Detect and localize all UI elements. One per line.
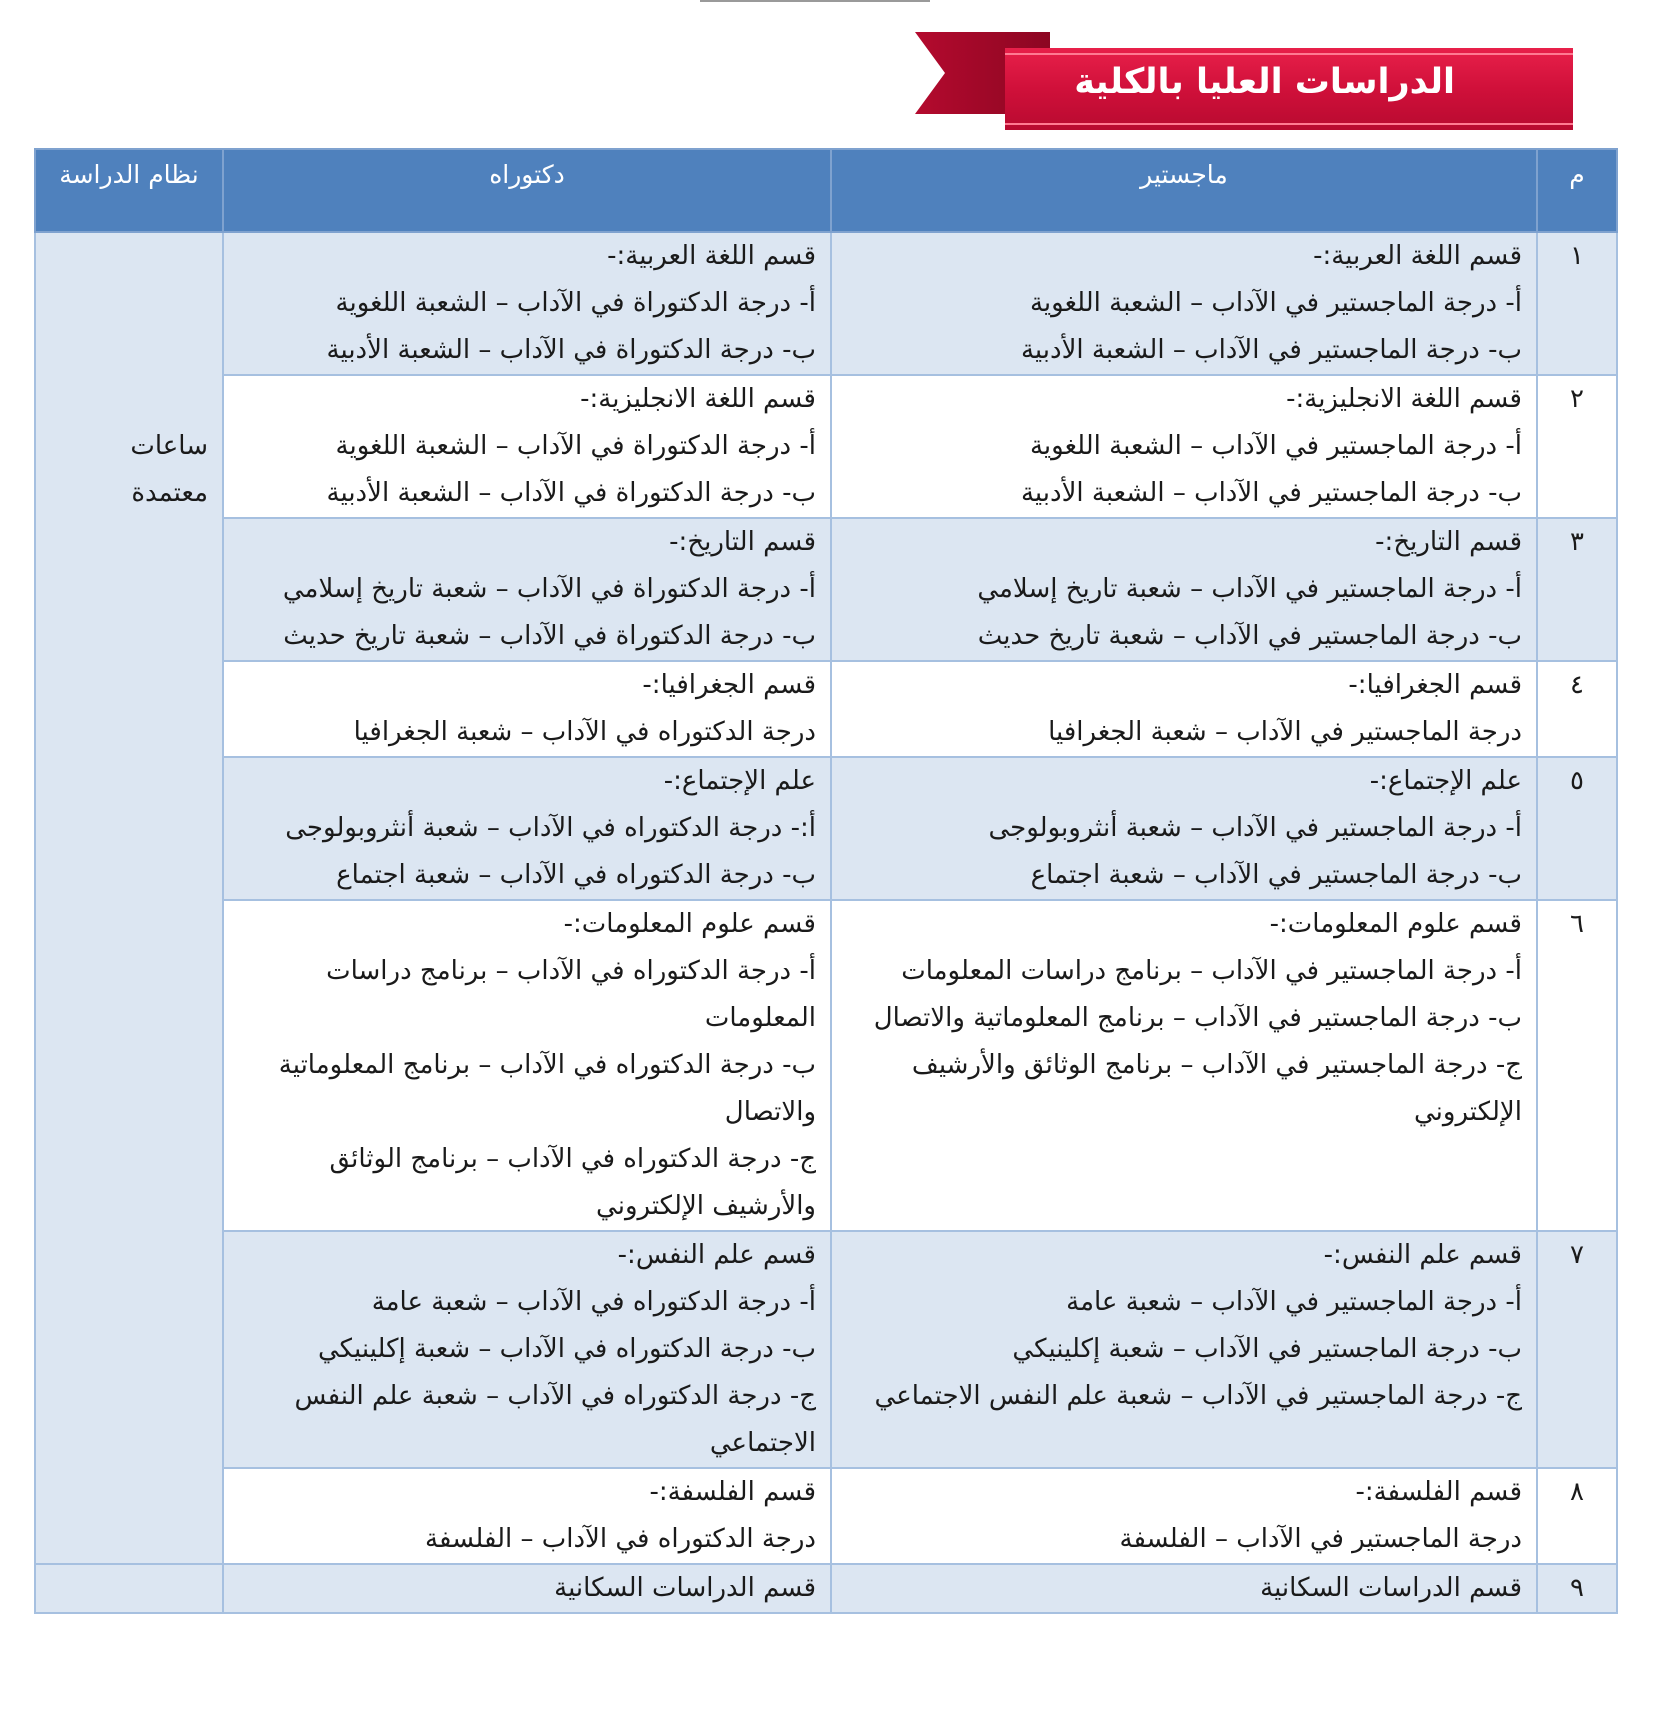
- phd-line: قسم اللغة الانجليزية:-: [580, 384, 816, 414]
- banner-title: الدراسات العليا بالكلية: [1074, 62, 1455, 102]
- masters-cell: [831, 661, 1537, 757]
- phd-line: درجة الدكتوراه في الآداب – الفلسفة: [425, 1524, 816, 1554]
- masters-line: قسم التاريخ:-: [1375, 527, 1522, 557]
- masters-line: ب- درجة الماجستير في الآداب – الشعبة الأدبية: [1020, 335, 1522, 365]
- table-header-row: [35, 149, 1617, 232]
- phd-line: ب- درجة الدكتوراه في الآداب – شعبة إكلينيكي: [317, 1334, 816, 1364]
- table-row: [35, 518, 1617, 661]
- masters-cell: [831, 518, 1537, 661]
- masters-line: أ- درجة الماجستير في الآداب – برنامج دراسات المعلومات: [901, 956, 1522, 986]
- phd-line: قسم اللغة العربية:-: [607, 241, 816, 271]
- masters-line: ب- درجة الماجستير في الآداب – برنامج المعلوماتية والاتصال: [873, 1003, 1522, 1033]
- table-row: [35, 1231, 1617, 1468]
- top-divider-line: [700, 0, 930, 2]
- table-row: [35, 900, 1617, 1231]
- phd-line: أ- درجة الدكتوراة في الآداب – شعبة تاريخ إسلامي: [282, 574, 816, 604]
- study-system-cell: ساعات معتمدة: [35, 232, 223, 1564]
- table-row: [35, 232, 1617, 375]
- masters-line: ب- درجة الماجستير في الآداب – شعبة تاريخ حديث: [977, 621, 1522, 651]
- row-number: ٨: [1537, 1468, 1617, 1564]
- masters-line: ب- درجة الماجستير في الآداب – الشعبة الأدبية: [1020, 478, 1522, 508]
- phd-line: ب- درجة الدكتوراه في الآداب – شعبة اجتماع: [336, 860, 816, 890]
- header-num: م: [1537, 149, 1617, 232]
- table-row: [35, 1468, 1617, 1564]
- row-number: ٢: [1537, 375, 1617, 518]
- phd-line: علم الإجتماع:-: [663, 766, 816, 796]
- phd-line: ب- درجة الدكتوراة في الآداب – الشعبة الأدبية: [326, 335, 816, 365]
- phd-line: قسم التاريخ:-: [669, 527, 816, 557]
- phd-cell: [223, 375, 831, 518]
- masters-cell: [831, 1231, 1537, 1468]
- phd-cell: [223, 757, 831, 900]
- masters-line: ج- درجة الماجستير في الآداب – برنامج الوثائق والأرشيف الإلكتروني: [911, 1050, 1522, 1127]
- masters-line: ب- درجة الماجستير في الآداب – شعبة إكلينيكي: [1012, 1334, 1522, 1364]
- masters-line: ج- درجة الماجستير في الآداب – شعبة علم النفس الاجتماعي: [874, 1381, 1522, 1411]
- masters-line: قسم الجغرافيا:-: [1348, 670, 1522, 700]
- phd-line: ج- درجة الدكتوراه في الآداب – شعبة علم النفس الاجتماعي: [294, 1381, 816, 1458]
- masters-cell: [831, 232, 1537, 375]
- masters-line: أ- درجة الماجستير في الآداب – الشعبة اللغوية: [1029, 288, 1522, 318]
- masters-line: درجة الماجستير في الآداب – الفلسفة: [1119, 1524, 1522, 1554]
- phd-line: أ- درجة الدكتوراه في الآداب – شعبة عامة: [371, 1287, 816, 1317]
- phd-cell: [223, 518, 831, 661]
- row-number: ٤: [1537, 661, 1617, 757]
- masters-cell: [831, 1564, 1537, 1613]
- header-phd: دكتوراه: [223, 149, 831, 232]
- masters-line: قسم علم النفس:-: [1323, 1240, 1522, 1270]
- graduate-studies-table: [36, 148, 1618, 1614]
- masters-line: قسم الفلسفة:-: [1355, 1477, 1522, 1507]
- masters-cell: [831, 1468, 1537, 1564]
- masters-line: أ- درجة الماجستير في الآداب – شعبة أنثروبولوجى: [988, 813, 1522, 843]
- masters-line: أ- درجة الماجستير في الآداب – شعبة عامة: [1066, 1287, 1522, 1317]
- phd-cell: [223, 1564, 831, 1613]
- phd-line: قسم الفلسفة:-: [649, 1477, 816, 1507]
- phd-cell: [223, 900, 831, 1231]
- masters-line: قسم الدراسات السكانية: [1260, 1573, 1522, 1603]
- phd-line: أ- درجة الدكتوراه في الآداب – برنامج دراسات المعلومات: [326, 956, 816, 1033]
- phd-line: أ:- درجة الدكتوراه في الآداب – شعبة أنثروبولوجى: [285, 813, 816, 843]
- phd-line: ب- درجة الدكتوراة في الآداب – شعبة تاريخ حديث: [283, 621, 816, 651]
- phd-line: قسم الدراسات السكانية: [554, 1573, 816, 1603]
- row-number: ٧: [1537, 1231, 1617, 1468]
- phd-line: درجة الدكتوراه في الآداب – شعبة الجغرافيا: [353, 717, 816, 747]
- phd-cell: [223, 661, 831, 757]
- phd-cell: [223, 1468, 831, 1564]
- table-body: [35, 232, 1617, 1613]
- header-system: نظام الدراسة: [35, 149, 223, 232]
- title-banner: [915, 30, 1575, 130]
- masters-line: قسم اللغة الانجليزية:-: [1286, 384, 1522, 414]
- masters-line: درجة الماجستير في الآداب – شعبة الجغرافيا: [1048, 717, 1522, 747]
- phd-line: قسم الجغرافيا:-: [642, 670, 816, 700]
- masters-line: أ- درجة الماجستير في الآداب – شعبة تاريخ إسلامي: [977, 574, 1522, 604]
- phd-cell: [223, 232, 831, 375]
- phd-line: أ- درجة الدكتوراة في الآداب – الشعبة اللغوية: [335, 431, 816, 461]
- phd-line: ب- درجة الدكتوراه في الآداب – برنامج المعلوماتية والاتصال: [278, 1050, 816, 1127]
- masters-cell: [831, 757, 1537, 900]
- programs-table: [34, 148, 1618, 1614]
- phd-line: قسم علم النفس:-: [617, 1240, 816, 1270]
- masters-line: علم الإجتماع:-: [1369, 766, 1522, 796]
- masters-line: أ- درجة الماجستير في الآداب – الشعبة اللغوية: [1029, 431, 1522, 461]
- masters-cell: [831, 900, 1537, 1231]
- row-number: ١: [1537, 232, 1617, 375]
- row-number: ٦: [1537, 900, 1617, 1231]
- table-row: [35, 661, 1617, 757]
- phd-line: أ- درجة الدكتوراة في الآداب – الشعبة اللغوية: [335, 288, 816, 318]
- masters-cell: [831, 375, 1537, 518]
- phd-cell: [223, 1231, 831, 1468]
- row-number: ٩: [1537, 1564, 1617, 1613]
- phd-line: قسم علوم المعلومات:-: [563, 909, 816, 939]
- row-number: ٥: [1537, 757, 1617, 900]
- phd-line: ج- درجة الدكتوراه في الآداب – برنامج الوثائق والأرشيف الإلكتروني: [329, 1144, 816, 1221]
- phd-line: ب- درجة الدكتوراة في الآداب – الشعبة الأدبية: [326, 478, 816, 508]
- table-row: [35, 375, 1617, 518]
- masters-line: قسم اللغة العربية:-: [1313, 241, 1522, 271]
- masters-line: ب- درجة الماجستير في الآداب – شعبة اجتماع: [1030, 860, 1522, 890]
- table-row: [35, 757, 1617, 900]
- header-masters: ماجستير: [831, 149, 1537, 232]
- masters-line: قسم علوم المعلومات:-: [1269, 909, 1522, 939]
- table-row: [35, 1564, 1617, 1613]
- row-number: ٣: [1537, 518, 1617, 661]
- study-system-empty-cell: [35, 1564, 223, 1613]
